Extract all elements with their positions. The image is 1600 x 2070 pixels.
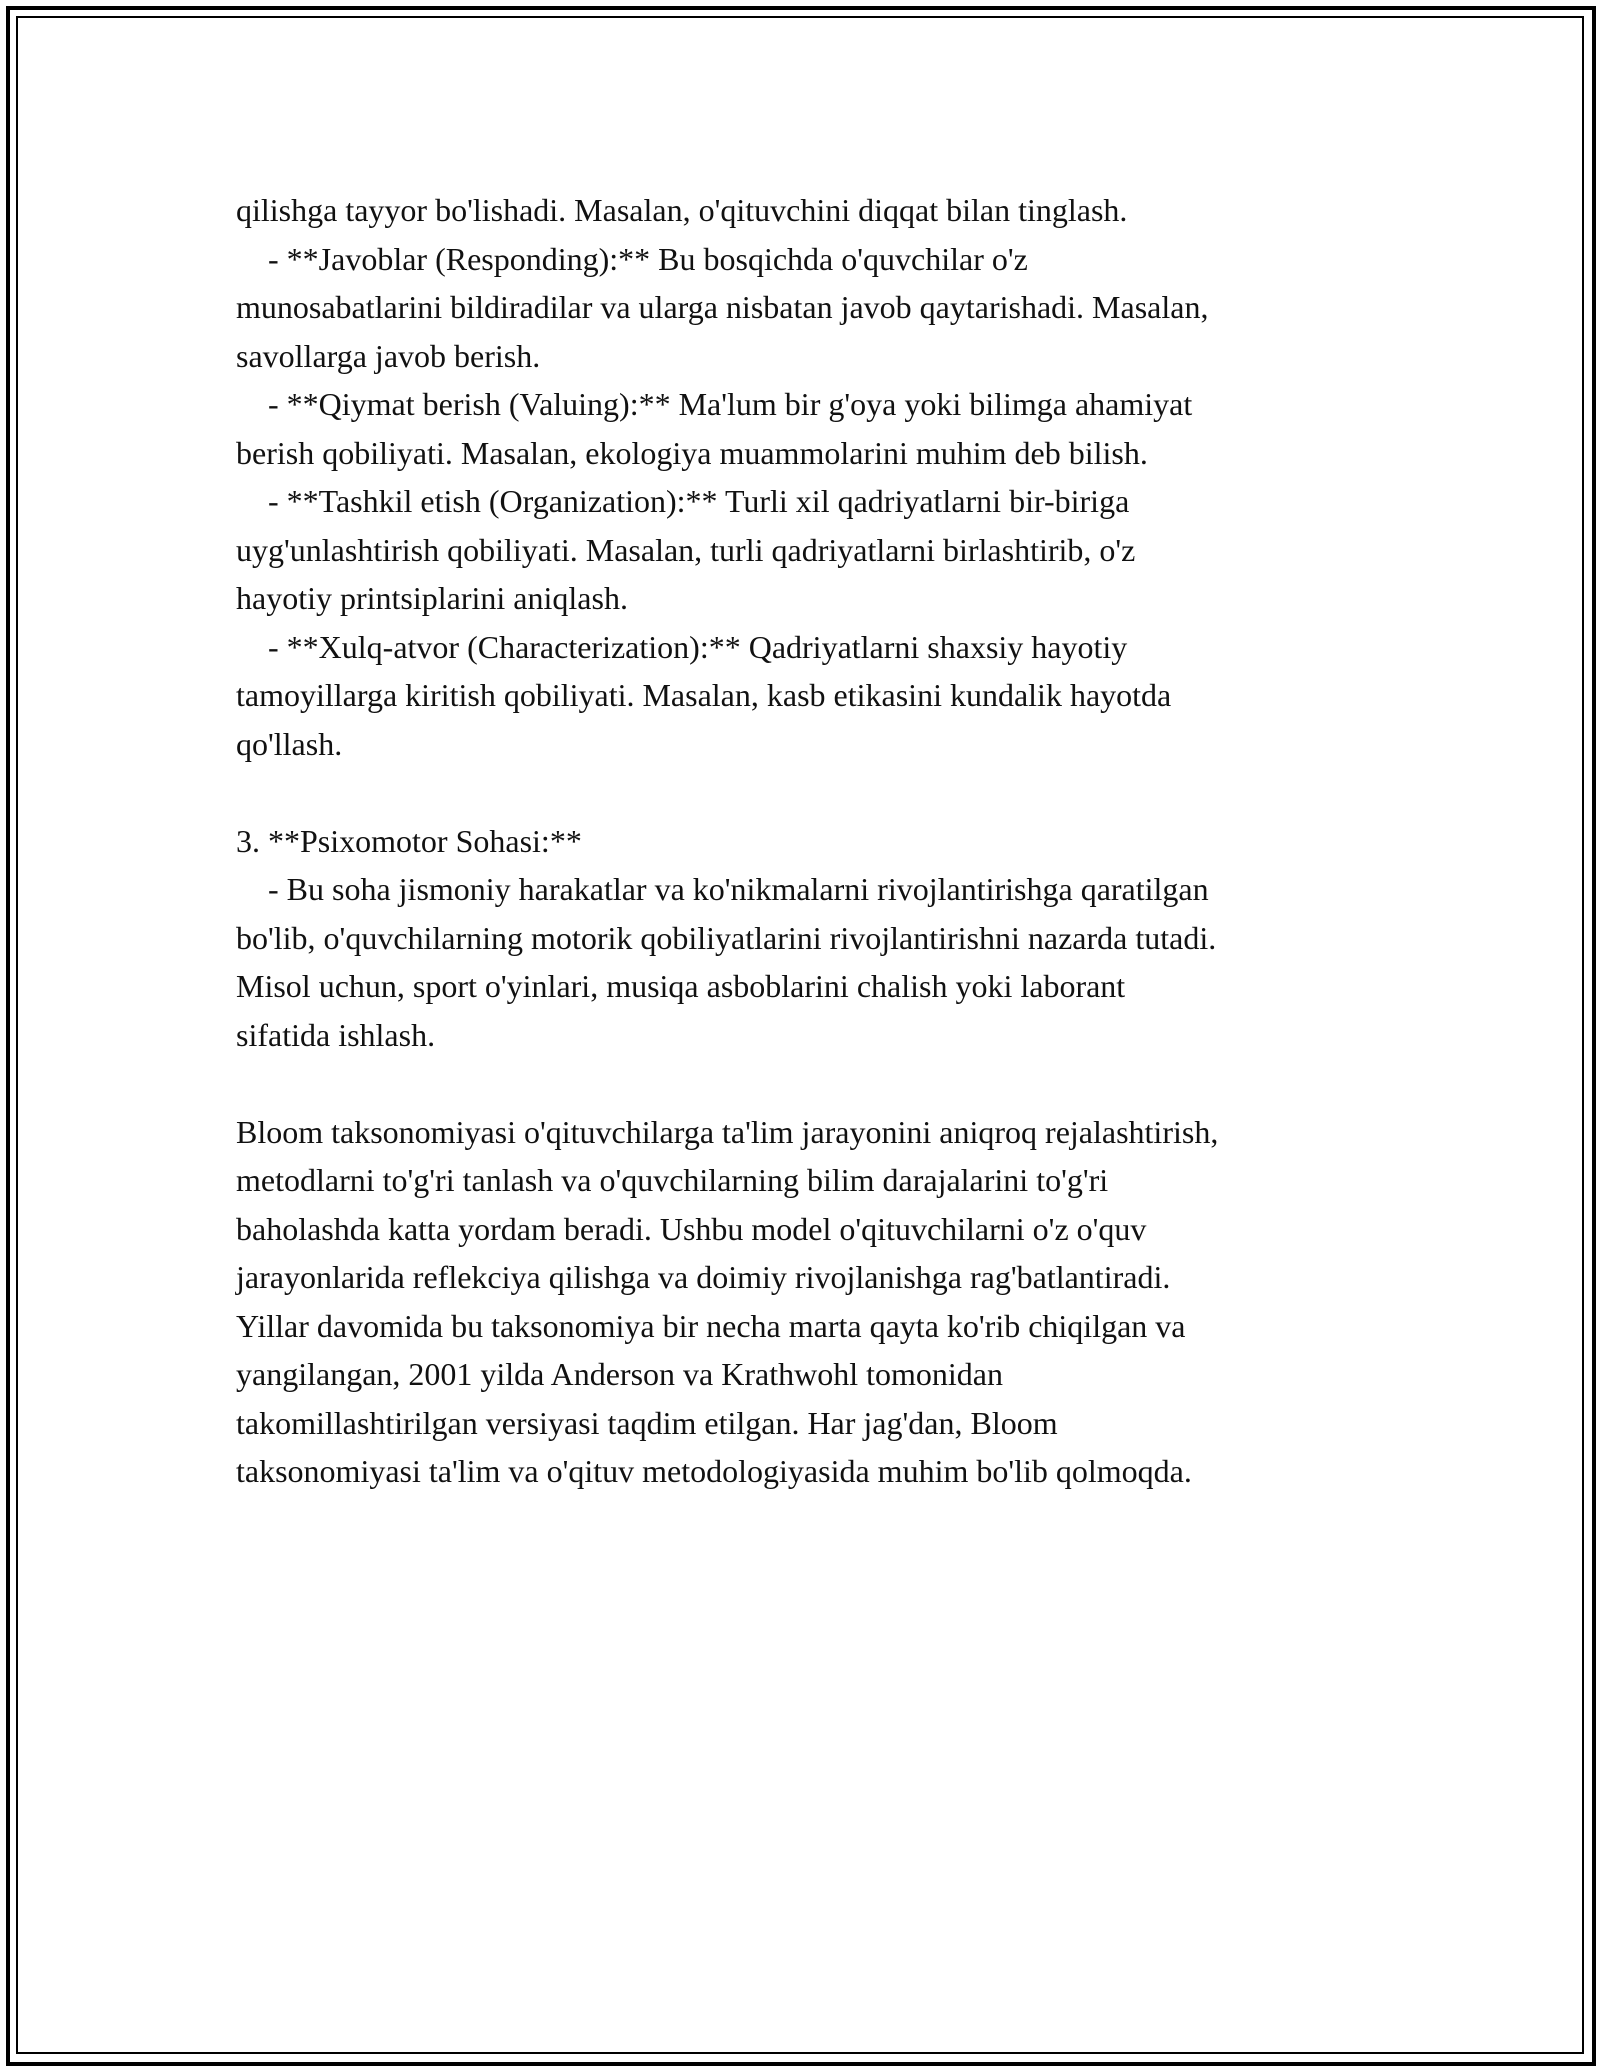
text-line: tamoyillarga kiritish qobiliyati. Masalan, kasb etikasini kundalik hayotda [236, 677, 1172, 713]
text-line: metodlarni to'g'ri tanlash va o'quvchilarning bilim darajalarini to'g'ri [236, 1162, 1109, 1198]
text-line: qo'llash. [236, 725, 343, 762]
text-line: sifatida ishlash. [236, 1016, 436, 1053]
text-line: munosabatlarini bildiradilar va ularga nisbatan javob qaytarishadi. Masalan, [236, 289, 1209, 325]
document-body [236, 186, 1396, 1496]
text-line: takomillashtirilgan versiyasi taqdim etilgan. Har jag'dan, Bloom [236, 1404, 1058, 1441]
text-line: bo'lib, o'quvchilarning motorik qobiliyatlarini rivojlantirishni nazarda tutadi. [236, 919, 1217, 956]
conclusion-paragraph [236, 1108, 1396, 1496]
text-line: jarayonlarida reflekciya qilishga va doimiy rivojlanishga rag'batlantiradi. [236, 1259, 1171, 1295]
paragraph-spacer [236, 1059, 1396, 1108]
text-line: Misol uchun, sport o'yinlari, musiqa asboblarini chalish yoki laborant [236, 968, 1126, 1004]
text-line: - **Xulq-atvor (Characterization):** Qadriyatlarni shaxsiy hayotiy [236, 628, 1128, 665]
text-line: uyg'unlashtirish qobiliyati. Masalan, turli qadriyatlarni birlashtirib, o'z [236, 531, 1136, 568]
text-line: qilishga tayyor bo'lishadi. Masalan, o'qituvchini diqqat bilan tinglash. [236, 192, 1128, 228]
text-line: Yillar davomida bu taksonomiya bir necha marta qayta ko'rib chiqilgan va [236, 1307, 1186, 1344]
paragraph-spacer [236, 768, 1396, 817]
text-line: Bloom taksonomiyasi o'qituvchilarga ta'lim jarayonini aniqroq rejalashtirish, [236, 1113, 1219, 1150]
text-line: - **Qiymat berish (Valuing):** Ma'lum bir g'oya yoki bilimga ahamiyat [236, 386, 1193, 422]
text-line: berish qobiliyati. Masalan, ekologiya muammolarini muhim deb bilish. [236, 434, 1148, 471]
text-line: taksonomiyasi ta'lim va o'qituv metodologiyasida muhim bo'lib qolmoqda. [236, 1453, 1192, 1489]
text-line: baholashda katta yordam beradi. Ushbu model o'qituvchilarni o'z o'quv [236, 1210, 1147, 1247]
affective-domain-section [236, 186, 1396, 768]
text-line: savollarga javob berish. [236, 337, 541, 374]
text-line: - **Tashkil etish (Organization):** Turli xil qadriyatlarni bir-biriga [236, 483, 1130, 519]
text-line: - **Javoblar (Responding):** Bu bosqichda o'quvchilar o'z [236, 240, 1028, 277]
text-line: yangilangan, 2001 yilda Anderson va Krathwohl tomonidan [236, 1356, 1003, 1392]
psychomotor-domain-section [236, 817, 1396, 1060]
text-line: hayotiy printsiplarini aniqlash. [236, 580, 628, 616]
section-heading: 3. **Psixomotor Sohasi:** [236, 822, 582, 859]
text-line: - Bu soha jismoniy harakatlar va ko'nikmalarni rivojlantirishga qaratilgan [236, 871, 1209, 907]
